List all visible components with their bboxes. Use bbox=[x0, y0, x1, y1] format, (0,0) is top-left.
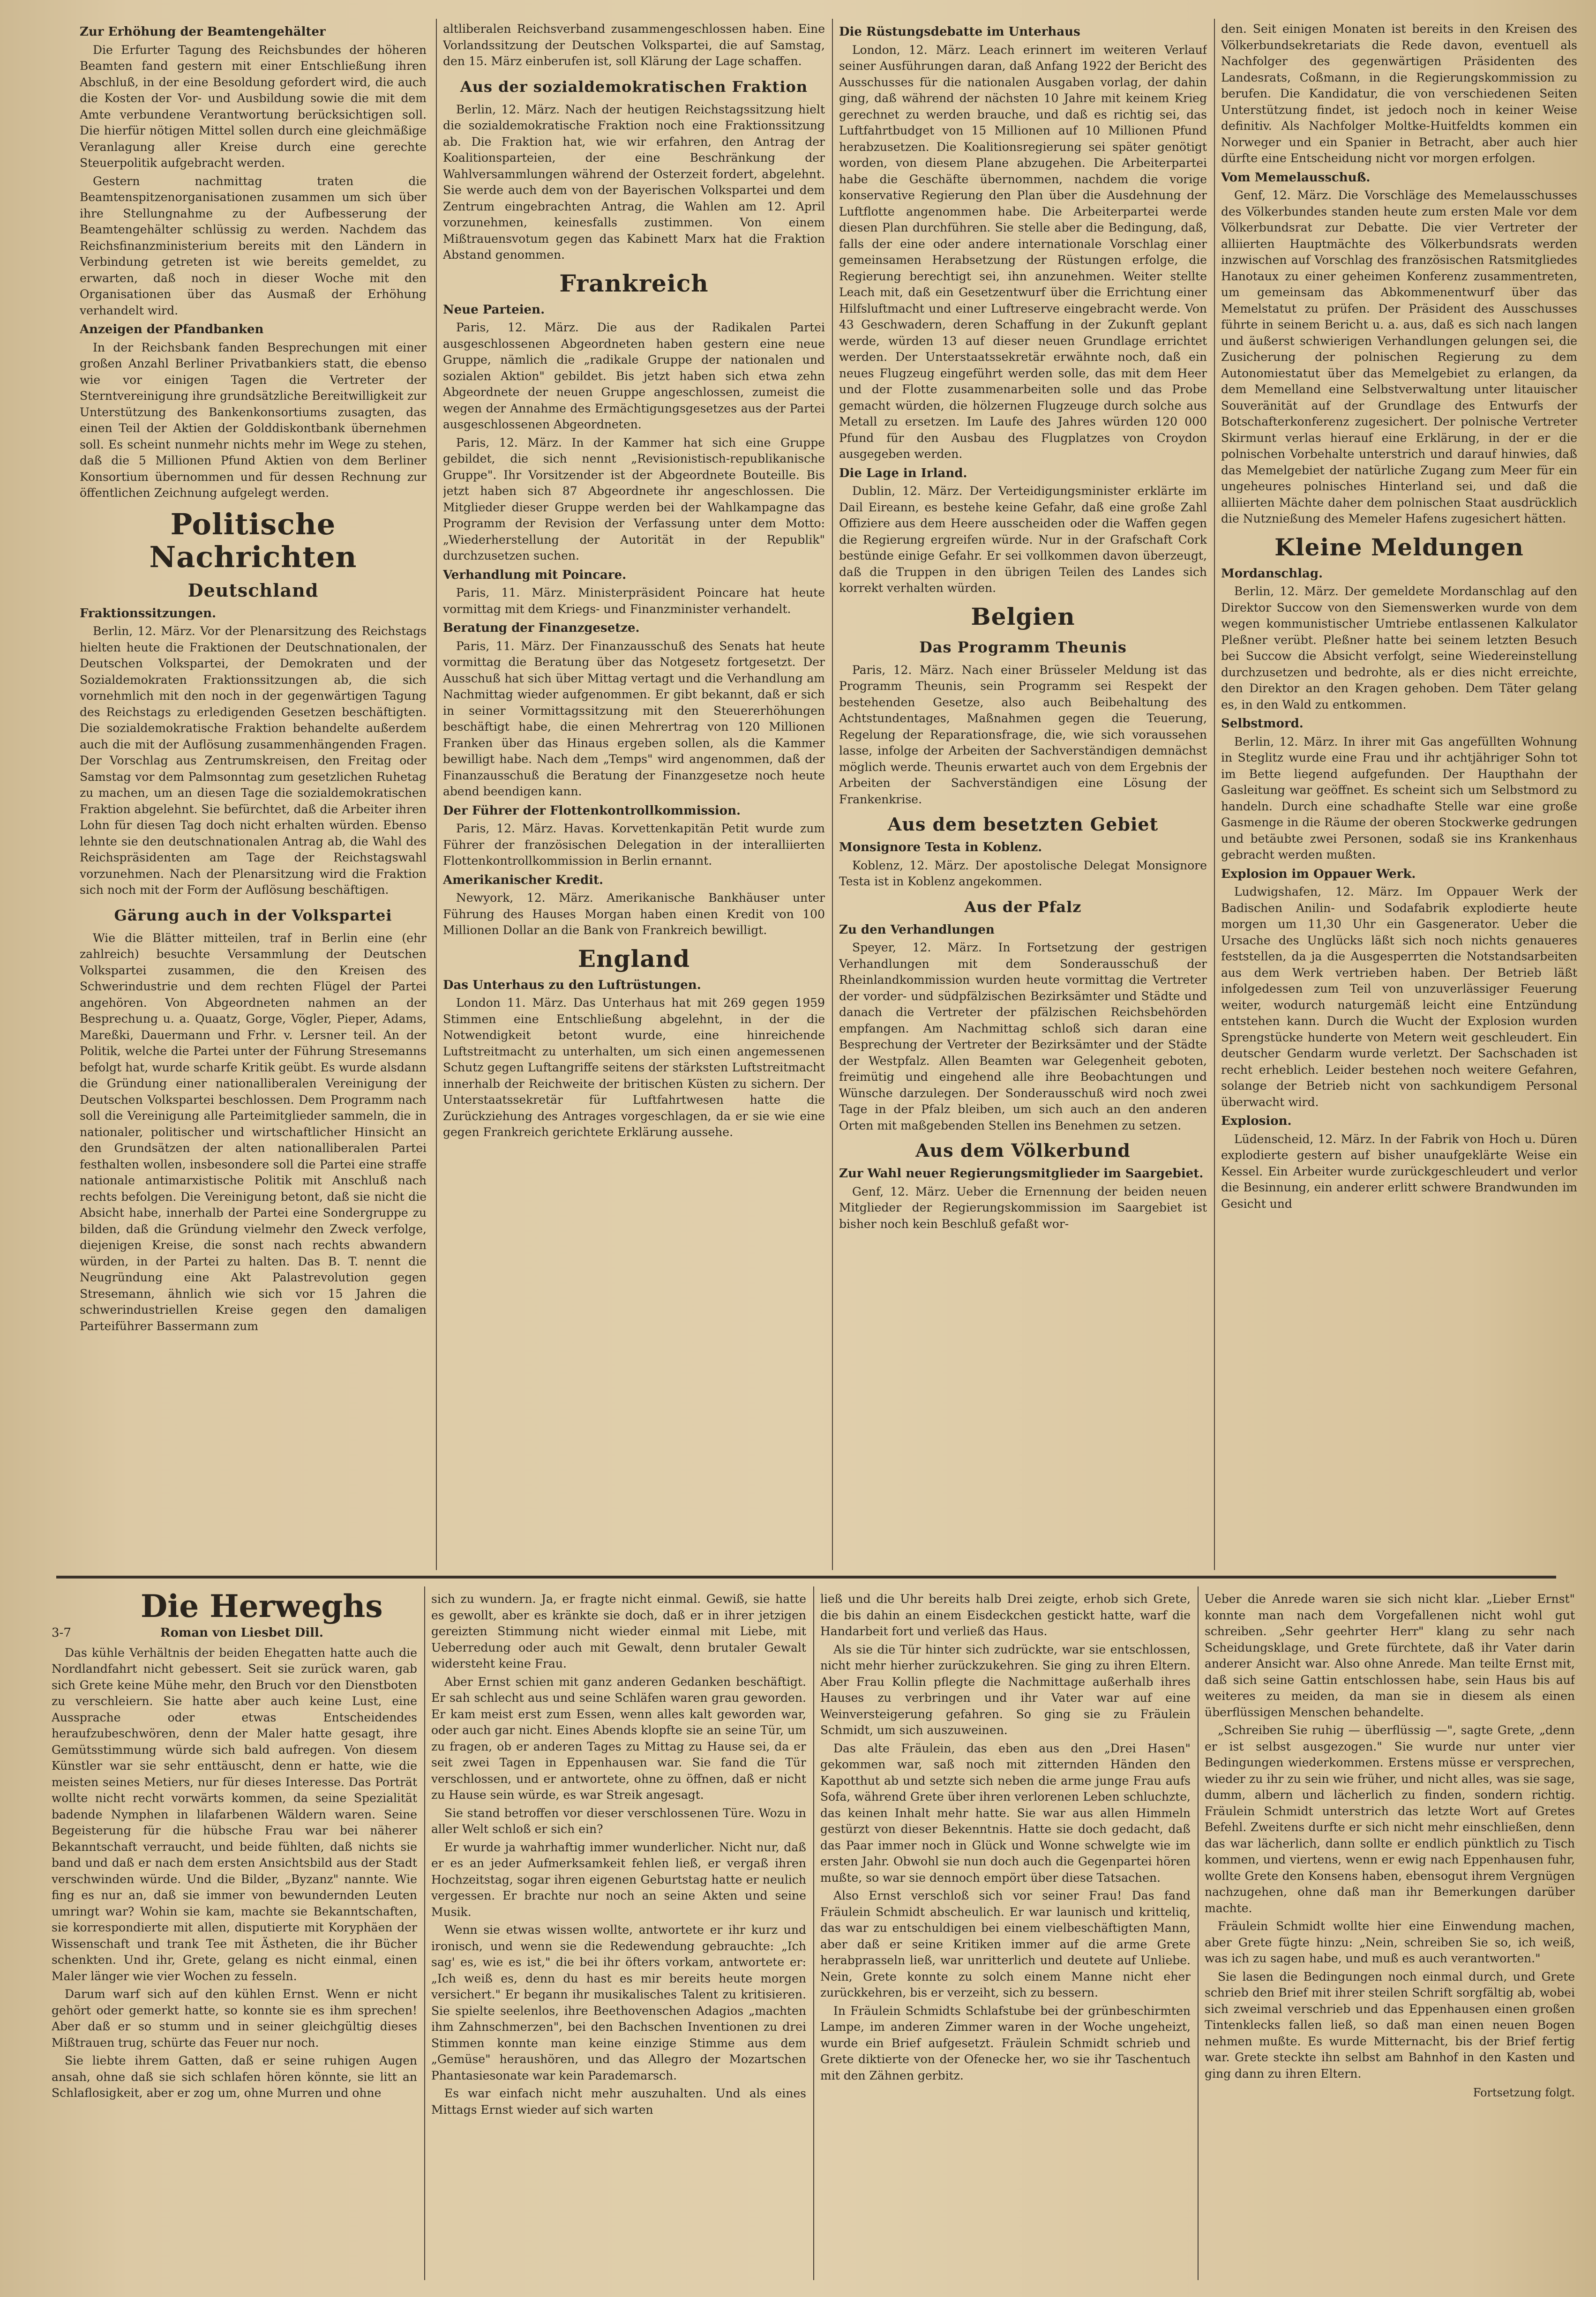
paragraph: Paris, 12. März. Die aus der Radikalen Partei ausgeschlossenen Abgeordneten haben gestern eine neue Gruppe, nämlich die „radikale Gruppe der nationalen und sozialen Aktion" gebildet. Bis jetzt haben sich etwa zehn Abgeordnete der neuen Gruppe angeschlossen, zumeist die wegen der Annahme des Ermächtigungsgesetzes aus der Partei ausgeschlossenen Abgeordneten. bbox=[443, 321, 825, 431]
serial-separator-rule bbox=[56, 1576, 1556, 1579]
paragraph: Paris, 12. März. Nach einer Brüsseler Meldung ist das Programm Theunis, sein Programm sei Respekt der bestehenden Gesetze, also auch Beibehaltung des Achtstundentages, Maßnahmen gegen die Teuerung, Regelung der Reparationsfrage, die, wie sich voraussehen lasse, infolge der Arbeiten der Sachverständigen demnächst möglich werde. Theunis erwartet auch von dem Ergebnis der Arbeiten der Sachverständigen eine Lösung der Frankenkrise. bbox=[839, 663, 1207, 806]
section-title: Aus dem besetzten Gebiet bbox=[887, 814, 1159, 835]
article-heading: Vom Memelausschuß. bbox=[1221, 170, 1371, 185]
article-heading: Die Lage in Irland. bbox=[839, 466, 967, 480]
section-title: Politische Nachrichten bbox=[149, 507, 357, 574]
paragraph: Wenn sie etwas wissen wollte, antwortete er ihr kurz und ironisch, und wenn sie die Redewendung gebrauchte: „Ich sag' es, wie es ist," die bei ihr öfters vorkam, antwortete er: „Ich weiß es, denn du hast es mir bereits heute morgen versichert." Er begann ihr musikalisches Talent zu kritisieren. Sie spielte seelenlos, ihre Beethovenschen Adagios „machten ihm Zahnschmerzen", bei den Bachschen Inventionen zu drei Stimmen konnte man keine einzige Stimme aus dem „Gemüse" heraushören, und das Allegro der Mozartschen Phantasiesonate war kein Parademarsch. bbox=[431, 1923, 806, 2082]
paragraph: Berlin, 12. März. In ihrer mit Gas angefüllten Wohnung in Steglitz wurde eine Frau und ihr achtjähriger Sohn tot im Bette liegend aufgefunden. Der Haupthahn der Gasleitung war geöffnet. Es scheint sich um Selbstmord zu handeln. Durch eine schadhafte Stelle war eine große Gasmenge in die Räume der oberen Stockwerke gedrungen und betäubte zwei Personen, sodaß sie ins Krankenhaus gebracht werden mußten. bbox=[1221, 734, 1577, 861]
column-rule bbox=[436, 19, 437, 1570]
serial-title: Die Herweghs bbox=[141, 1588, 383, 1624]
section-title: Frankreich bbox=[559, 269, 709, 297]
article-body bbox=[80, 42, 427, 319]
paragraph: Speyer, 12. März. In Fortsetzung der gestrigen Verhandlungen mit dem Sonderausschuß der Rheinlandkommission wurden heute vormittag die Vertreter der vorder- und südpfälzischen Bezirksämter und Städte und danach die Vertreter der pfälzischen Reichsbehörden empfangen. Am Nachmittag schloß sich daran eine Besprechung der Vertreter der Bezirksämter und der Städte der Westpfalz. Allen Beamten war Gelegenheit geboten, freimütig und eingehend alle ihre Beobachtungen und Wünsche darzulegen. Der Sonderausschuß wird noch zwei Tage in der Pfalz bleiben, um sich auch an den anderen Orten mit maßgebenden Stellen ins Benehmen zu setzen. bbox=[839, 941, 1207, 1132]
article-heading: Der Führer der Flottenkontrollkommission. bbox=[443, 803, 741, 818]
article-heading: Beratung der Finanzgesetze. bbox=[443, 621, 640, 635]
paragraph: Wie die Blätter mitteilen, traf in Berlin eine (ehr zahlreich) besuchte Versammlung der Deutschen Volkspartei zusammen, die den Kreisen des Schwerindustrie und dem rechten Flügel der Partei angehören. Von Abgeordneten nahmen an der Besprechung u. a. Quaatz, Gorge, Vögler, Pieper, Adams, Mareßki, Dauermann und Frhr. v. Lersner teil. An der Politik, welche die Partei unter der Führung Stresemanns befolgt hat, wurde scharfe Kritik geübt. Es wurde alsdann die Gründung einer nationalliberalen Vereinigung der Deutschen Volkspartei beschlossen. Dem Programm nach soll die Vereinigung alle Parteimitglieder sammeln, die in nationaler, politischer und wirtschaftlicher Hinsicht an den Grundsätzen der alten nationalliberalen Partei festhalten wollen, insbesondere soll die Partei eine straffe nationale antimarxistische Politik mit Anschluß nach rechts befolgen. Die Vereinigung betont, daß sie nicht die Absicht habe, innerhalb der Partei eine Sondergruppe zu bilden, daß die Gründung vielmehr den Zweck verfolge, diejenigen Kreise, die sonst nach rechts abwandern würden, in der Partei zu halten. Das B. T. nennt die Neugründung eine Akt Palastrevolution gegen Stresemann, ähnlich wie sich vor 15 Jahren die schwerindustriellen Kreise gegen den damaligen Parteiführer Bassermann zum bbox=[80, 931, 427, 1333]
article-heading: Explosion im Oppauer Werk. bbox=[1221, 867, 1416, 881]
paragraph: Paris, 11. März. Ministerpräsident Poincare hat heute vormittag mit dem Kriegs- und Finanzminister verhandelt. bbox=[443, 586, 825, 616]
section-title: Aus dem Völkerbund bbox=[915, 1140, 1131, 1161]
paragraph: Genf, 12. März. Die Vorschläge des Memelausschusses des Völkerbundes standen heute zum ersten Male vor dem Völkerbundsrat zur Debatte. Die vier Vertreter der alliierten Hauptmächte des Völkerbundsrats werden inzwischen auf Vorschlag des französischen Ratsmitgliedes Hanotaux zu einer geheimen Konferenz zusammentreten, um gemeinsam das Abkommenentwurf über das Memelstatut zu prüfen. Der Präsident des Ausschusses führte in seinem Bericht u. a. aus, daß es sich nach langen und äußerst schwierigen Verhandlungen gelungen sei, die Zusicherung der polnischen Regierung zu dem Autonomiestatut über das Memelgebiet zu erlangen, da dem Memelland eine Selbstverwaltung unter litauischer Souveränität auf der Grundlage des Entwurfs der Botschafterkonferenz zugesichert. Der polnische Vertreter Skirmunt verlas hierauf eine Erklärung, in der er die polnischen Vorbehalte unterstrich und darauf hinwies, daß das Memelgebiet der natürliche Zugang zum Meer für ein ungeheures polnisches Hinterland sei, und daß die alliierten Mächte daher dem polnischen Staat ausdrücklich die Nutznießung des Memeler Hafens zugesichert hätten. bbox=[1221, 188, 1577, 525]
news-column-3 bbox=[839, 21, 1207, 1568]
paragraph: Koblenz, 12. März. Der apostolische Delegat Monsignore Testa ist in Koblenz angekommen. bbox=[839, 858, 1207, 888]
article-heading: Selbstmord. bbox=[1221, 717, 1304, 731]
article-heading: Das Unterhaus zu den Luftrüstungen. bbox=[443, 978, 701, 992]
article-heading: Amerikanischer Kredit. bbox=[443, 873, 604, 887]
paragraph: Sie liebte ihrem Gatten, daß er seine ruhigen Augen ansah, ohne daß sie sich schlafen hören könnte, sie litt an Schlaflosigkeit, aber er zog um, ohne Murren und ohne bbox=[52, 2054, 417, 2100]
paragraph: Berlin, 12. März. Der gemeldete Mordanschlag auf den Direktor Succow von den Siemenswerken wurde von dem wegen kommunistischer Umtriebe entlassenen Kalkulator Pleßner verübt. Pleßner hatte bei seinem letzten Besuch bei Succow die Absicht verfolgt, seine Wiedereinstellung durchzusetzen und bedrohte, als er dies nicht erreichte, den Direktor an den Kragen gehoben. Dem Täter gelang es, in den Wald zu entkommen. bbox=[1221, 584, 1577, 711]
paragraph: London, 12. März. Leach erinnert im weiteren Verlauf seiner Ausführungen daran, daß Anfang 1922 der Bericht des Ausschusses für die nationalen Ausgaben vorlag, der dahin ging, daß während der nächsten 10 Jahre mit keinem Krieg gerechnet zu werden brauche, und daß es richtig sei, das Luftfahrtbudget von 15 Millionen auf 10 Millionen Pfund herabzusetzen. Die Koalitionsregierung sei später genötigt worden, von diesem Plane abzugehen. Die Arbeiterpartei habe die Geschäfte übernommen, nachdem die vorige konservative Regierung den Plan über die Ausdehnung der Luftflotte angenommen habe. Die Arbeiterpartei werde diesen Plan durchführen. Sie stelle aber die Bedingung, daß, falls der eine oder andere internationale Vorschlag einer gemeinsamen Herabsetzung der Rüstungen erfolge, die Regierung berechtigt sei, ihn anzunehmen. Weiter stellte Leach mit, daß ein Gesetzentwurf über die Errichtung einer Hilfsluftmacht und einer Luftreserve eingebracht werde. Von 43 Geschwadern, deren Schaffung in der Zukunft geplant werde, würden 13 auf dieser neuen Grundlage errichtet werden. Der Unterstaatssekretär erwähnte noch, daß ein neues Flugzeug eingeführt werden solle, das mit dem Heer und der Flotte zusammenarbeiten solle und das Probe gemacht würden, die hölzernen Flugzeuge durch solche aus Metall zu ersetzen. Im Laufe des Jahres würden 120 000 Pfund für den Ausbau des Flugplatzes von Croydon ausgegeben werden. bbox=[839, 43, 1207, 461]
article-heading: Verhandlung mit Poincare. bbox=[443, 568, 627, 582]
paragraph: sich zu wundern. Ja, er fragte nicht einmal. Gewiß, sie hatte es gewollt, aber es kränkte sie doch, daß er in ihrer jetzigen gereizten Stimmung nicht wieder einmal mit Liebe, mit Ueberredung oder auch mit Gewalt, denn brutaler Gewalt widersteht keine Frau. bbox=[431, 1592, 806, 1670]
paragraph: Berlin, 12. März. Vor der Plenarsitzung des Reichstags hielten heute die Fraktionen der Deutschnationalen, der Deutschen Volkspartei, der Demokraten und der Sozialdemokraten Fraktionssitzungen ab, die sich vornehmlich mit den noch in der gegenwärtigen Tagung des Reichstags zu erledigenden Gesetzen beschäftigten. Die sozialdemokratische Fraktion behandelte außerdem auch die mit der Auflösung zusammenhängenden Fragen. Der Vorschlag aus Zentrumskreisen, den Freitag oder Samstag vor dem Palmsonntag zum gesetzlichen Ruhetag zu machen, um an diesen Tage die sozialdemokratischen Fraktion abgelehnt. Sie befürchtet, daß die Arbeiter ihren Lohn für diesen Tag doch nicht erhalten würden. Ebenso lehnte sie den deutschnationalen Antrag ab, die Wahl des Reichspräsidenten am Tage der Reichstagswahl vorzunehmen. Nach der Plenarsitzung wird die Fraktion sich noch mit der Form der Auflösung beschäftigen. bbox=[80, 624, 427, 897]
news-column-1 bbox=[80, 21, 427, 1568]
column-rule bbox=[424, 1586, 425, 2280]
article-heading: Fraktionssitzungen. bbox=[80, 606, 217, 621]
serial-column-2 bbox=[431, 1591, 806, 2285]
paragraph: In der Reichsbank fanden Besprechungen mit einer großen Anzahl Berliner Privatbankiers statt, die ebenso wie vor einigen Tagen die Vertreter der Sterntvereinigung ihre grundsätzliche Bereitwilligkeit zur Unterstützung des Bankenkonsortiums zusagten, das einen Teil der Aktien der Golddiskontbank übernehmen soll. Es scheint nunmehr nichts mehr im Wege zu stehen, daß die 5 Millionen Pfund Aktien von dem Berliner Konsortium übernommen und für dessen Rechnung zur öffentlichen Zeichnung aufgelegt werden. bbox=[80, 340, 427, 500]
article-heading: Explosion. bbox=[1221, 1114, 1292, 1128]
article-heading: Die Rüstungsdebatte im Unterhaus bbox=[839, 25, 1080, 39]
section-subtitle: Das Programm Theunis bbox=[919, 638, 1127, 656]
page-number: 3-7 bbox=[52, 1626, 71, 1640]
article-heading: Neue Parteien. bbox=[443, 302, 545, 317]
paragraph: Ludwigshafen, 12. März. Im Oppauer Werk der Badischen Anilin- und Sodafabrik explodierte heute morgen um 11,30 Uhr ein Gasgenerator. Ueber die Ursache des Unglücks läßt sich noch nichts genaueres feststellen, da ja die Ausgesperrten die Notstandsarbeiten aus dem Werk vertrieben haben. Der Betrieb läßt infolgedessen zum Teil von unzuverlässiger Feuerung weiter, wodurch naturgemäß leicht eine Entzündung entstehen kann. Durch die Wucht der Explosion wurden Sprengstücke hunderte von Metern weit geschleudert. Ein deutscher Gendarm wurde verletzt. Der Sachschaden ist recht erheblich. Leider bestehen noch weitere Gefahren, solange der Betrieb nicht von sachkundigem Personal überwacht wird. bbox=[1221, 885, 1577, 1109]
paragraph: Fräulein Schmidt wollte hier eine Einwendung machen, aber Grete fügte hinzu: „Nein, schreiben Sie so, ich weiß, was ich zu sagen habe, und muß es auch verantworten." bbox=[1205, 1919, 1575, 1965]
paragraph: ließ und die Uhr bereits halb Drei zeigte, erhob sich Grete, die bis dahin an einem Eisdeckchen gestickt hatte, warf die Handarbeit fort und verließ das Haus. bbox=[820, 1592, 1191, 1638]
paragraph: „Schreiben Sie ruhig — überflüssig —", sagte Grete, „denn er ist selbst ausgezogen." Sie wurde nur unter vier Bedingungen wiederkommen. Erstens müsse er versprechen, wieder zu ihr zu sein wie früher, und nicht alles, was sie sage, dumm, albern und lächerlich zu finden, sondern richtig. Fräulein Schmidt unterstrich das letzte Wort auf Gretes Befehl. Zweitens durfte er sich nicht mehr einschließen, denn das war lächerlich, dann sollte er endlich pünktlich zu Tisch kommen, und viertens, wenn er ewig nach Eppenhausen fuhr, wollte Grete den Konsens haben, ebensogut ihrem Vergnügen nachzugehen, ohne daß man ihr Bemerkungen darüber machte. bbox=[1205, 1723, 1575, 1915]
paragraph: Darum warf sich auf den kühlen Ernst. Wenn er nicht gehört oder gemerkt hatte, so konnte sie es ihm sprechen! Aber daß er so stumm und in seiner gleichgültig dieses Mißtrauen trug, schürte das Feuer nur noch. bbox=[52, 1987, 417, 2050]
paragraph: Also Ernst verschloß sich vor seiner Frau! Das fand Fräulein Schmidt abscheulich. Er war launisch und kritteliq, das war zu entschuldigen bei einem vielbeschäftigten Mann, aber daß er seine Kritiken immer auf die arme Grete herabprasseln ließ, war unritterlich und deutete auf Unliebe. Nein, Grete konnte zu solch einem Manne nicht eher zurückkehren, bis er verzeiht, sich zu bessern. bbox=[820, 1889, 1191, 1999]
section-title: Belgien bbox=[971, 602, 1075, 630]
paragraph: Das alte Fräulein, das eben aus den „Drei Hasen" gekommen war, saß noch mit zitternden Händen den Kapotthut ab und setzte sich neben die arme junge Frau aufs Sofa, während Grete über ihren verlorenen Leben schluchzte, das keinen Inhalt mehr hatte. Sie war aus allen Himmeln gestürzt von dieser Bekenntnis. Hatte sie doch gedacht, daß das Paar immer noch in Glück und Wonne schwelgte wie im ersten Jahr. Obwohl sie nun doch auch die Gegenpartei hören mußte, so war sie dennoch empört über diese Tatsachen. bbox=[820, 1741, 1191, 1885]
article-title: Aus der sozialdemokratischen Fraktion bbox=[460, 77, 808, 96]
paragraph: altliberalen Reichsverband zusammengeschlossen haben. Eine Vorlandssitzung der Deutschen Volkspartei, die auf Samstag, den 15. März einberufen ist, soll Klärung der Lage schaffen. bbox=[443, 22, 825, 68]
paragraph: Die Erfurter Tagung des Reichsbundes der höheren Beamten fand gestern mit einer Entschließung ihren Abschluß, in der eine Besoldung gefordert wird, die auch die Kosten der Vor- und Ausbildung sowie die mit dem Amte verbundene Verantwortung berücksichtigen soll. Die hierfür nötigen Mittel sollen durch eine gleichmäßige Veranlagung aller Kreise durch eine gerechte Steuerpolitik aufgebracht werden. bbox=[80, 43, 427, 170]
paragraph: Genf, 12. März. Ueber die Ernennung der beiden neuen Mitglieder der Regierungskommission im Saargebiet ist bisher noch kein Beschluß gefaßt wor- bbox=[839, 1184, 1207, 1231]
paragraph: Sie stand betroffen vor dieser verschlossenen Türe. Wozu in aller Welt schloß er sich ein? bbox=[431, 1806, 806, 1836]
paragraph: Berlin, 12. März. Nach der heutigen Reichstagssitzung hielt die sozialdemokratische Fraktion noch eine Fraktionssitzung ab. Die Fraktion hat, wie wir erfahren, den Antrag der Koalitionsparteien, der eine Beschränkung der Wahlversammlungen während der Osterzeit fordert, abgelehnt. Sie werde auch dem von der Bayerischen Volkspartei und dem Zentrum eingebrachten Antrag, die Wahlen am 12. April vorzunehmen, keinesfalls zustimmen. Von einem Mißtrauensvotum gegen das Kabinett Marx hat die Fraktion Abstand genommen. bbox=[443, 102, 825, 262]
paragraph: Newyork, 12. März. Amerikanische Bankhäuser unter Führung des Hauses Morgan haben einen Kredit von 100 Millionen Dollar an die Bank von Frankreich bewilligt. bbox=[443, 891, 825, 937]
section-title: Aus der Pfalz bbox=[964, 898, 1082, 916]
serial-author: Roman von Liesbet Dill. bbox=[160, 1626, 323, 1640]
article-heading: Zur Wahl neuer Regierungsmitglieder im Saargebiet. bbox=[839, 1167, 1204, 1181]
section-title: Kleine Meldungen bbox=[1274, 533, 1524, 561]
news-column-4 bbox=[1221, 21, 1577, 1568]
paragraph: Es war einfach nicht mehr auszuhalten. Und als eines Mittags Ernst wieder auf sich warten bbox=[431, 2087, 806, 2117]
column-rule bbox=[1214, 19, 1215, 1570]
paragraph: Dublin, 12. März. Der Verteidigungsminister erklärte im Dail Eireann, es bestehe keine Gefahr, daß eine große Zahl Offiziere aus dem Heere ausscheiden oder die Waffen gegen die Regierung ergreifen würde. Nur in der Grafschaft Cork bestünde einige Gefahr. Er sei vollkommen davon überzeugt, daß die Truppen in den übrigen Teilen des Landes sich korrekt verhalten würden. bbox=[839, 484, 1207, 595]
article-title: Gärung auch in der Volkspartei bbox=[114, 906, 392, 924]
paragraph: Paris, 11. März. Der Finanzausschuß des Senats hat heute vormittag die Beratung über das Notgesetz fortgesetzt. Der Ausschuß hat sich über Mittag vertagt und die Verhandlung am Nachmittag wieder aufgenommen. Er gibt bekannt, daß er sich in seiner Vormittagssitzung mit den Steuererhöhungen beschäftigt habe, die einen Mehrertrag von 120 Millionen Franken über das Hinaus ergeben sollen, als die Kammer bewilligt habe. Nach dem „Temps" wird angenommen, daß der Finanzausschuß die Beratung der Finanzgesetze noch heute abend beendigen kann. bbox=[443, 639, 825, 798]
news-column-2 bbox=[443, 21, 825, 1568]
serial-byline bbox=[52, 1625, 417, 1641]
serial-continued-note: Fortsetzung folgt. bbox=[1473, 2086, 1575, 2099]
paragraph: Als sie die Tür hinter sich zudrückte, war sie entschlossen, nicht mehr hierher zurückzukehren. Sie ging zu ihren Eltern. Aber Frau Kollin pflegte die Nachmittage außerhalb ihres Hauses zu verbringen und ihr Vater war auf eine Weinversteigerung gefahren. So ging sie zu Fräulein Schmidt, um sich auszuweinen. bbox=[820, 1642, 1191, 1737]
section-title: England bbox=[577, 944, 690, 973]
column-rule bbox=[813, 1586, 814, 2280]
paragraph: London 11. März. Das Unterhaus hat mit 269 gegen 1959 Stimmen eine Entschließung abgelehnt, in der die Notwendigkeit betont wurde, eine hinreichende Luftstreitmacht zu unterhalten, um sich einen angemessenen Schutz gegen Luftangriffe seitens der stärksten Luftstreitmacht innerhalb der Reichweite der britischen Küsten zu sichern. Der Unterstaatssekretär für Luftfahrtwesen hatte die Zurückziehung des Antrages vorgeschlagen, da er sie wie eine gegen Frankreich gerichtete Erklärung aussehe. bbox=[443, 996, 825, 1139]
article-heading: Monsignore Testa in Koblenz. bbox=[839, 840, 1042, 854]
paragraph: Paris, 12. März. Havas. Korvettenkapitän Petit wurde zum Führer der französischen Delegation in der interalliierten Flottenkontrollkommission in Berlin ernannt. bbox=[443, 822, 825, 868]
paragraph: den. Seit einigen Monaten ist bereits in den Kreisen des Völkerbundsekretariats die Rede davon, eventuell als Nachfolger des gegenwärtigen Präsidenten des Landesrats, Coßmann, in die Regierungskommission zu berufen. Die Kandidatur, die von verschiedenen Seiten Unterstützung findet, ist jedoch noch in keiner Weise definitiv. Als Nachfolger Moltke-Huitfeldts kommen ein Norweger und ein Spanier in Betracht, aber auch hier dürfte eine Entscheidung nicht vor morgen erfolgen. bbox=[1221, 22, 1577, 165]
paragraph: Lüdenscheid, 12. März. In der Fabrik von Hoch u. Düren explodierte gestern auf bisher unaufgeklärte Weise ein Kessel. Ein Arbeiter wurde zurückgeschleudert und verlor die Besinnung, ein anderer erlitt schwere Brandwunden im Gesicht und bbox=[1221, 1132, 1577, 1211]
serial-column-3 bbox=[820, 1591, 1191, 2285]
paragraph: Ueber die Anrede waren sie sich nicht klar. „Lieber Ernst" konnte man nach dem Vorgefallenen nicht wohl gut schreiben. „Sehr geehrter Herr" klang zu sehr nach Scheidungsklage, und Grete fürchtete, daß ihr Vater darin anderer Ansicht war. Also ohne Anrede. Man teilte Ernst mit, daß sich seine Gattin entschlossen habe, sein Haus bis auf weiteres zu meiden, da man sie in diesem als einen überflüssigen Menschen behandelte. bbox=[1205, 1592, 1575, 1719]
paragraph: In Fräulein Schmidts Schlafstube bei der grünbeschirmten Lampe, im anderen Zimmer waren in der Woche ungeheizt, wurde ein Brief aufgesetzt. Fräulein Schmidt schrieb und Grete diktierte von der Ofenecke her, wo sie ihr Taschentuch mit den Zähnen gerbitz. bbox=[820, 2004, 1191, 2082]
column-rule bbox=[832, 19, 833, 1570]
serial-column-1 bbox=[52, 1586, 417, 2285]
article-heading: Anzeigen der Pfandbanken bbox=[80, 322, 264, 337]
paragraph: Aber Ernst schien mit ganz anderen Gedanken beschäftigt. Er sah schlecht aus und seine Schläfen waren grau geworden. Er kam meist erst zum Essen, wenn alles kalt geworden war, oder auch gar nicht. Eines Abends klopfte sie an seine Tür, um zu fragen, ob er anderen Tages zu Mittag zu Hause sei, da er seit zwei Tagen in Eppenhausen war. Sie fand die Tür verschlossen, und er antwortete, ohne zu öffnen, daß er nicht zu Hause sein würde, es war Streik angesagt. bbox=[431, 1675, 806, 1802]
paragraph: Gestern nachmittag traten die Beamtenspitzenorganisationen zusammen um sich über ihre Stellungnahme zu der Aufbesserung der Beamtengehälter schlüssig zu werden. Nachdem das Reichsfinanzministerium bereits mit den Ländern in Verbindung getreten ist wie bereits gemeldet, zu erwarten, daß noch in dieser Woche mit den Organisationen über das Ausmaß der Erhöhung verhandelt wird. bbox=[80, 174, 427, 317]
serial-column-4 bbox=[1205, 1591, 1575, 2285]
paragraph: Paris, 12. März. In der Kammer hat sich eine Gruppe gebildet, die sich nennt „Revisionistisch-republikanische Gruppe". Ihr Vorsitzender ist der Abgeordnete Bouteille. Bis jetzt haben sich 87 Abgeordnete ihr angeschlossen. Die Mitglieder dieser Gruppe werden bei der Wahlkampagne das Programm der Revision der Verfassung unter dem Motto: „Wiederherstellung der Autorität in der Republik" durchzusetzen suchen. bbox=[443, 435, 825, 562]
section-subtitle: Deutschland bbox=[187, 579, 319, 601]
paragraph: Er wurde ja wahrhaftig immer wunderlicher. Nicht nur, daß er es an jeder Aufmerksamkeit fehlen ließ, er vergaß ihren Hochzeitstag, sogar ihren eigenen Geburtstag hatte er neulich vergessen. Er brachte nur noch an seine Akten und seine Musik. bbox=[431, 1840, 806, 1919]
article-heading: Mordanschlag. bbox=[1221, 566, 1323, 581]
article-heading: Zu den Verhandlungen bbox=[839, 922, 995, 937]
article-heading: Zur Erhöhung der Beamtengehälter bbox=[80, 25, 326, 39]
column-rule bbox=[1198, 1586, 1199, 2280]
paragraph: Das kühle Verhältnis der beiden Ehegatten hatte auch die Nordlandfahrt nicht gebessert. Seit sie zurück waren, gab sich Grete keine Mühe mehr, den Bruch vor den Dienstboten zu verschleiern. Sie hatte aber auch keine Lust, eine Aussprache oder etwas Entscheidendes heraufzubeschwören, denn der Maler hatte gesagt, ihre Gemütsstimmung würde sich bald aufregen. Von diesem Künstler war sie sehr enttäuscht, denn er hatte, wie die meisten seines Metiers, nur für dieses Interesse. Das Porträt wollte nicht recht vorwärts kommen, da seine Spezialität badende Nymphen in lilafarbenen Wäldern waren. Seine Begeisterung für die hübsche Frau war bei näherer Bekanntschaft verraucht, und beide fühlten, daß nichts sie band und daß er nach dem ersten Ansichtsbild aus der Stadt verschwinden würde. Und die Bilder, „Byzanz" nannte. Wie fing es nur an, daß sie immer von bewundernden Leuten umringt war? Wohin sie kam, machte sie Bekanntschaften, sie korrespondierte mit allen, disputierte mit Koryphäen der Wissenschaft und trank Tee mit Ästheten, die ihr Bücher schenkten. Und ihr, Grete, gelang es nicht einmal, einen Maler länger wie vier Wochen zu fesseln. bbox=[52, 1646, 417, 1983]
paragraph: Sie lasen die Bedingungen noch einmal durch, und Grete schrieb den Brief mit ihrer steilen Schrift sorgfältig ab, wobei sich zweimal verschrieb und das Eppenhausen einen großen Tintenklecks fallen ließ, so daß man einen neuen Bogen nehmen mußte. Es wurde Mitternacht, bis der Brief fertig war. Grete steckte ihn selbst am Bahnhof in den Kasten und ging dann zu ihren Eltern. bbox=[1205, 1969, 1575, 2080]
